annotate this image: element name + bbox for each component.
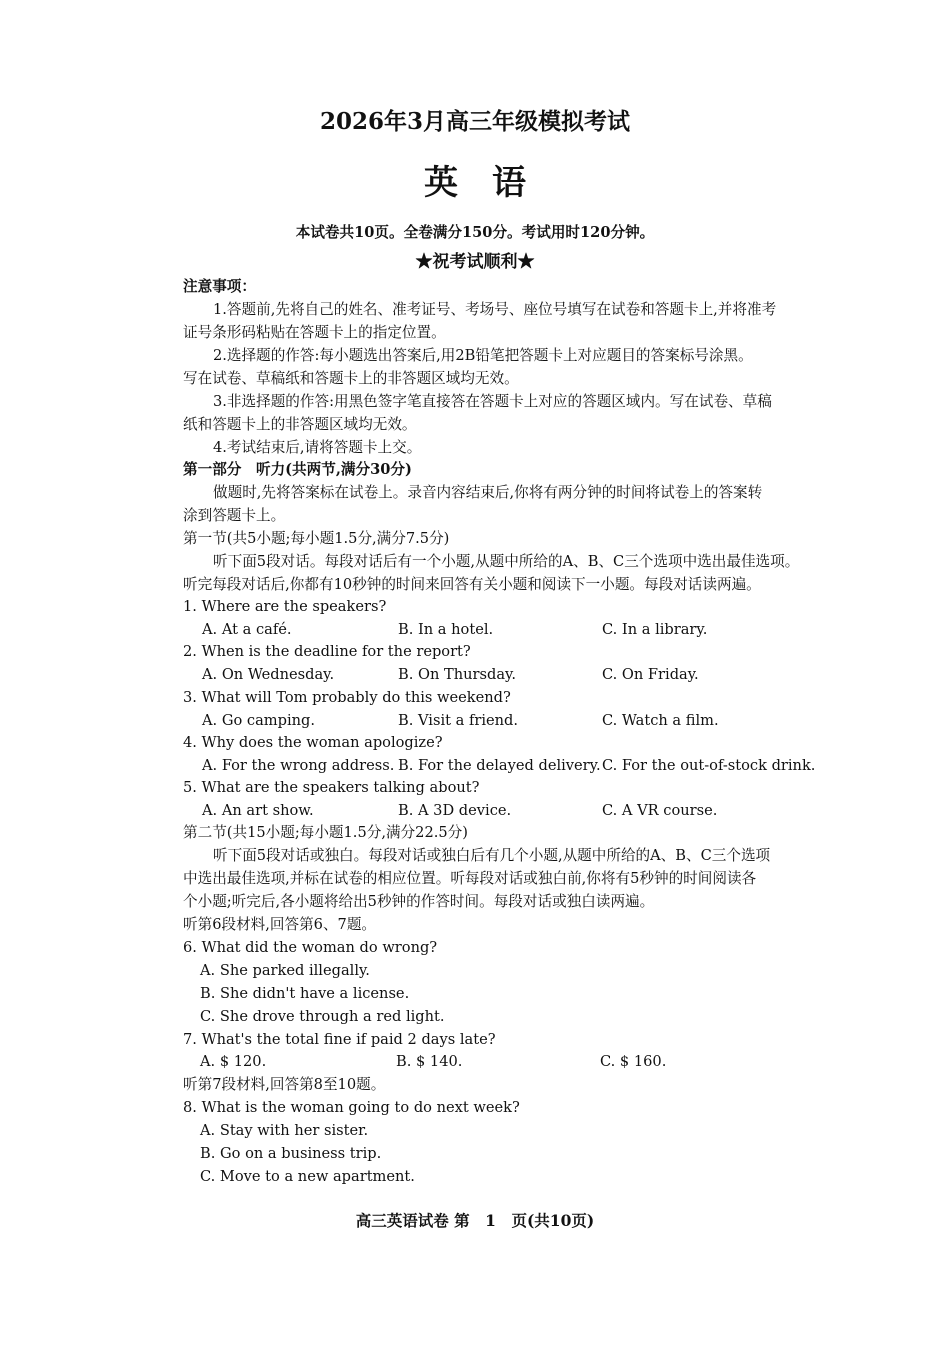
option-b: B. Go on a business trip. — [200, 1145, 382, 1162]
subject-title: 英 语 — [424, 163, 526, 203]
option-b: B. In a hotel. — [398, 621, 494, 638]
option-a: A. $ 120. — [200, 1053, 267, 1070]
option-c: C. Watch a film. — [602, 712, 719, 729]
note-line: 纸和答题卡上的非答题区域均无效。 — [183, 416, 417, 433]
section2-intro-line: 听下面5段对话或独白。每段对话或独白后有几个小题,从题中所给的A、B、C三个选项 — [213, 847, 771, 864]
section1-heading: 第一节(共5小题;每小题1.5分,满分7.5分) — [183, 530, 450, 547]
option-a: A. For the wrong address. — [202, 757, 395, 774]
option-c: C. Move to a new apartment. — [200, 1168, 415, 1185]
note-line: 1.答题前,先将自己的姓名、准考证号、考场号、座位号填写在试卷和答题卡上,并将准考 — [213, 301, 777, 318]
exam-summary: 本试卷共10页。全卷满分150分。考试用时120分钟。 — [295, 224, 655, 241]
option-a: A. Stay with her sister. — [200, 1122, 369, 1139]
question-6: 6. What did the woman do wrong? — [183, 939, 438, 956]
note-line: 2.选择题的作答:每小题选出答案后,用2B铅笔把答题卡上对应题目的答案标号涂黑。 — [213, 347, 753, 364]
exam-title: 2026年3月高三年级模拟考试 — [319, 108, 631, 135]
note-line: 4.考试结束后,请将答题卡上交。 — [213, 439, 422, 456]
option-c: C. She drove through a red light. — [200, 1008, 445, 1025]
note-line: 3.非选择题的作答:用黑色签字笔直接答在答题卡上对应的答题区域内。写在试卷、草稿 — [213, 393, 772, 410]
option-b: B. $ 140. — [396, 1053, 463, 1070]
section2-heading: 第二节(共15小题;每小题1.5分,满分22.5分) — [183, 824, 468, 841]
question-7: 7. What's the total fine if paid 2 days late? — [183, 1031, 496, 1048]
question-5: 5. What are the speakers talking about? — [183, 779, 480, 796]
exam-wish: ★祝考试顺利★ — [415, 252, 535, 272]
question-8: 8. What is the woman going to do next week? — [183, 1099, 520, 1116]
part1-intro-line: 做题时,先将答案标在试卷上。录音内容结束后,你将有两分钟的时间将试卷上的答案转 — [213, 484, 763, 501]
option-c: C. A VR course. — [602, 802, 718, 819]
option-c: C. For the out-of-stock drink. — [602, 757, 816, 774]
section2-intro-line: 中选出最佳选项,并标在试卷的相应位置。听每段对话或独白前,你将有5秒钟的时间阅读各 — [183, 870, 757, 887]
option-b: B. A 3D device. — [398, 802, 512, 819]
material-6-note: 听第6段材料,回答第6、7题。 — [183, 916, 377, 933]
option-b: B. For the delayed delivery. — [398, 757, 601, 774]
option-a: A. Go camping. — [202, 712, 316, 729]
part1-intro-line: 涂到答题卡上。 — [183, 507, 286, 524]
question-1: 1. Where are the speakers? — [183, 598, 387, 615]
notes-heading: 注意事项： — [183, 278, 256, 295]
question-3: 3. What will Tom probably do this weekend? — [183, 689, 511, 706]
option-a: A. At a café. — [202, 621, 292, 638]
option-a: A. An art show. — [202, 802, 314, 819]
section1-intro-line: 听下面5段对话。每段对话后有一个小题,从题中所给的A、B、C三个选项中选出最佳选项。 — [213, 553, 800, 570]
page-footer: 高三英语试卷 第 1 页(共10页) — [355, 1211, 595, 1230]
note-line: 证号条形码粘贴在答题卡上的指定位置。 — [183, 324, 446, 341]
option-b: B. She didn't have a license. — [200, 985, 410, 1002]
question-4: 4. Why does the woman apologize? — [183, 734, 443, 751]
section1-intro-line: 听完每段对话后,你都有10秒钟的时间来回答有关小题和阅读下一小题。每段对话读两遍。 — [183, 576, 761, 593]
option-b: B. Visit a friend. — [398, 712, 519, 729]
section2-intro-line: 个小题;听完后,各小题将给出5秒钟的作答时间。每段对话或独白读两遍。 — [183, 893, 655, 910]
note-line: 写在试卷、草稿纸和答题卡上的非答题区域均无效。 — [183, 370, 519, 387]
option-b: B. On Thursday. — [398, 666, 516, 683]
option-a: A. On Wednesday. — [202, 666, 335, 683]
option-c: C. $ 160. — [600, 1053, 667, 1070]
option-a: A. She parked illegally. — [200, 962, 370, 979]
option-c: C. On Friday. — [602, 666, 699, 683]
option-c: C. In a library. — [602, 621, 708, 638]
question-2: 2. When is the deadline for the report? — [183, 643, 471, 660]
material-7-note: 听第7段材料,回答第8至10题。 — [183, 1076, 386, 1093]
part1-heading: 第一部分 听力(共两节,满分30分) — [183, 461, 412, 478]
